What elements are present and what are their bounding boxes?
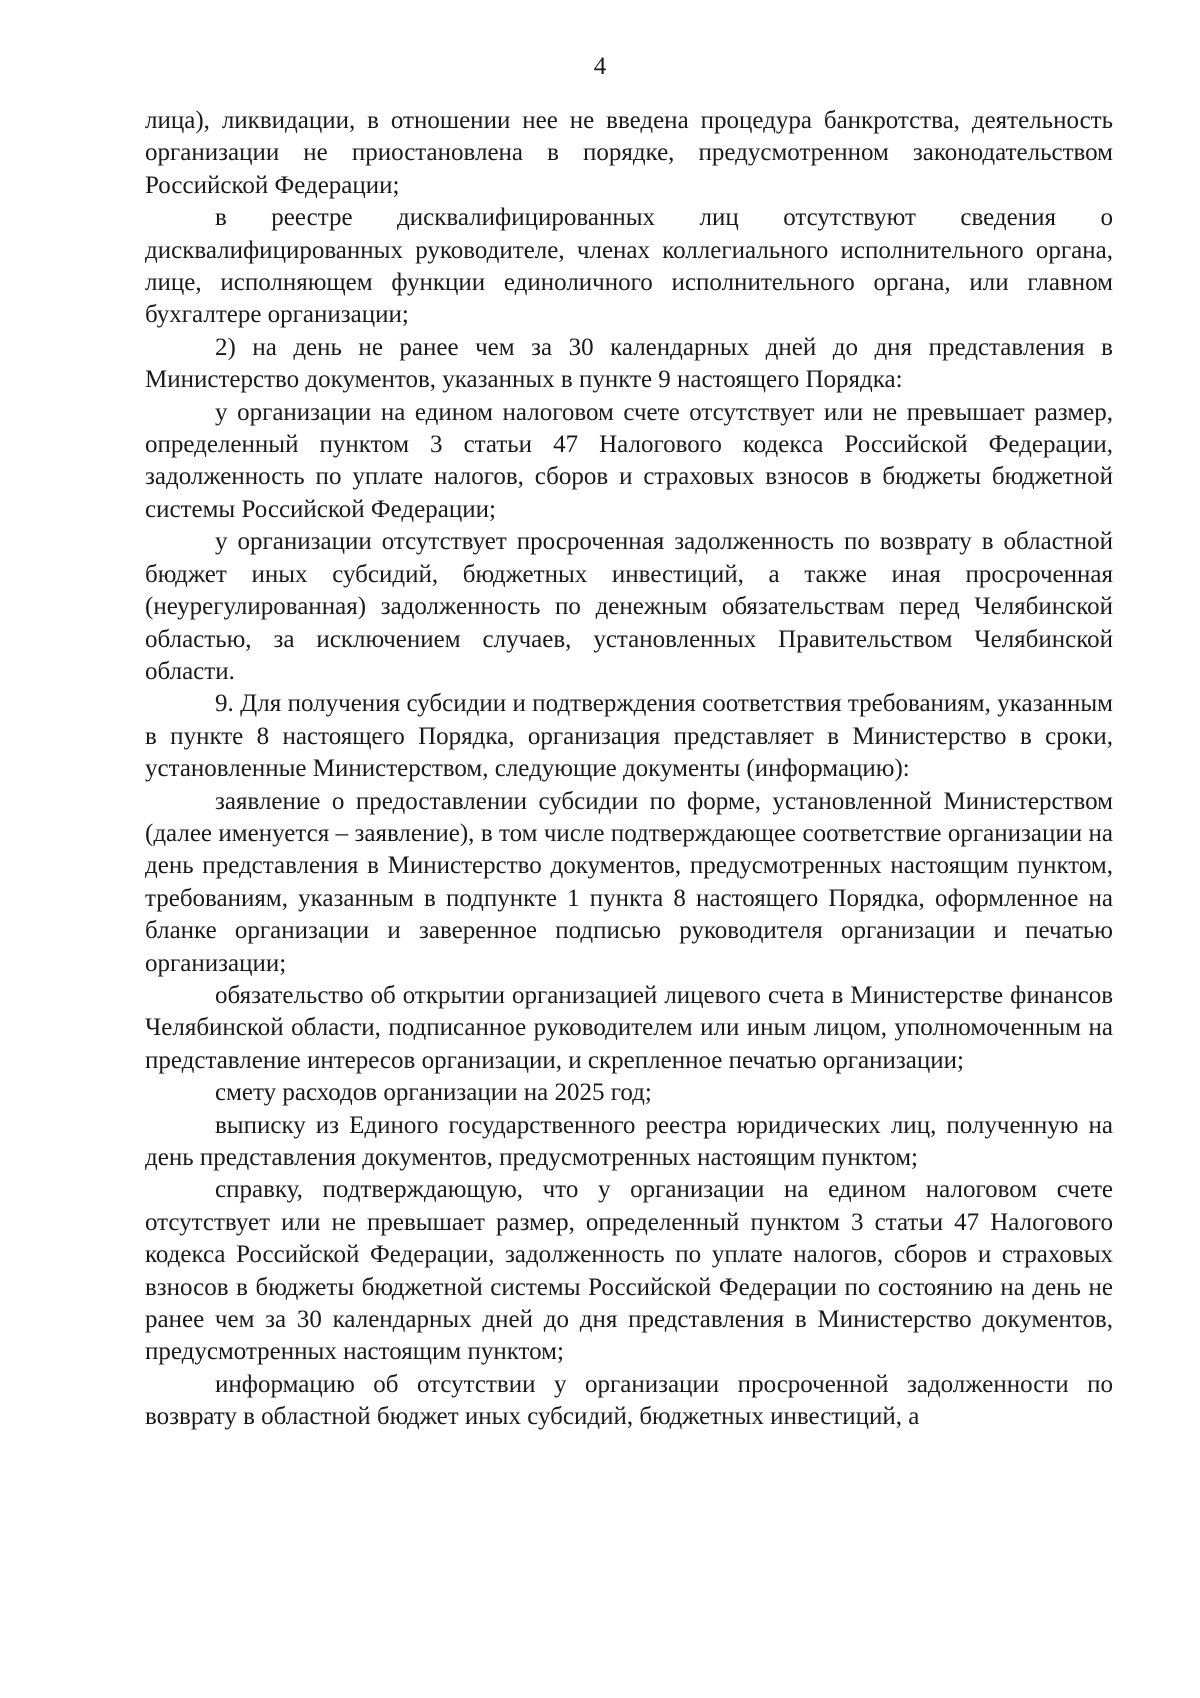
paragraph-account-obligation: обязательство об открытии организацией лицевого счета в Министерстве финансов Челябинской области, подписанное руководителем или иным лицом, уполномоченным на представление интересов организации, и скрепленное печатью организации; xyxy=(145,981,1113,1074)
paragraph-tax-debt: у организации на едином налоговом счете отсутствует или не превышает размер, определенный пунктом 3 статьи 47 Налогового кодекса Российской Федерации, задолженность по уплате налогов, сборов и страховых взносов в бюджеты бюджетной системы Российской Федерации; xyxy=(145,398,1113,523)
paragraph-budget-estimate: смету расходов организации на 2025 год; xyxy=(215,1079,652,1107)
paragraph-item-2: 2) на день не ранее чем за 30 календарных дней до дня представления в Министерство документов, указанных в пункте 9 настоящего Порядка: xyxy=(145,333,1113,394)
paragraph-no-overdue-info: информацию об отсутствии у организации просроченной задолженности по возврату в областной бюджет иных субсидий, бюджетных инвестиций, а xyxy=(145,1370,1113,1431)
page-number: 4 xyxy=(593,53,607,80)
paragraph-liquidation: лица), ликвидации, в отношении нее не введена процедура банкротства, деятельность организации не приостановлена в порядке, предусмотренном законодательством Российской Федерации; xyxy=(145,107,1113,199)
paragraph-disqualified-registry: в реестре дисквалифицированных лиц отсутствуют сведения о дисквалифицированных руководителе, членах коллегиального исполнительного органа, лице, исполняющем функции единоличного исполнительного органа, или главном бухгалтере организации; xyxy=(145,204,1113,329)
paragraph-tax-certificate: справку, подтверждающую, что у организации на едином налоговом счете отсутствует или не превышает размер, определенный пунктом 3 статьи 47 Налогового кодекса Российской Федерации, задолженность по уплате налогов, сборов и страховых взносов в бюджеты бюджетной системы Российской Федерации по состоянию на день не ранее чем за 30 календарных дней до дня представления в Министерство документов, предусмотренных настоящим пунктом; xyxy=(145,1176,1113,1366)
document-body xyxy=(145,105,1113,1434)
paragraph-overdue-debt: у организации отсутствует просроченная задолженность по возврату в областной бюджет иных субсидий, бюджетных инвестиций, а также иная просроченная (неурегулированная) задолженность по денежным обязательствам перед Челябинской областью, за исключением случаев, установленных Правительством Челябинской области. xyxy=(145,528,1113,685)
paragraph-application: заявление о предоставлении субсидии по форме, установленной Министерством (далее именуется – заявление), в том числе подтверждающее соответствие организации на день представления в Министерство документов, предусмотренных настоящим пунктом, требованиям, указанным в подпункте 1 пункта 8 настоящего Порядка, оформленное на бланке организации и заверенное подписью руководителя организации и печатью организации; xyxy=(145,787,1113,977)
paragraph-item-9: 9. Для получения субсидии и подтверждения соответствия требованиям, указанным в пункте 8 настоящего Порядка, организация представляет в Министерство в сроки, установленные Министерством, следующие документы (информацию): xyxy=(145,690,1113,783)
paragraph-registry-extract: выписку из Единого государственного реестра юридических лиц, полученную на день представления документов, предусмотренных настоящим пунктом; xyxy=(145,1111,1113,1171)
